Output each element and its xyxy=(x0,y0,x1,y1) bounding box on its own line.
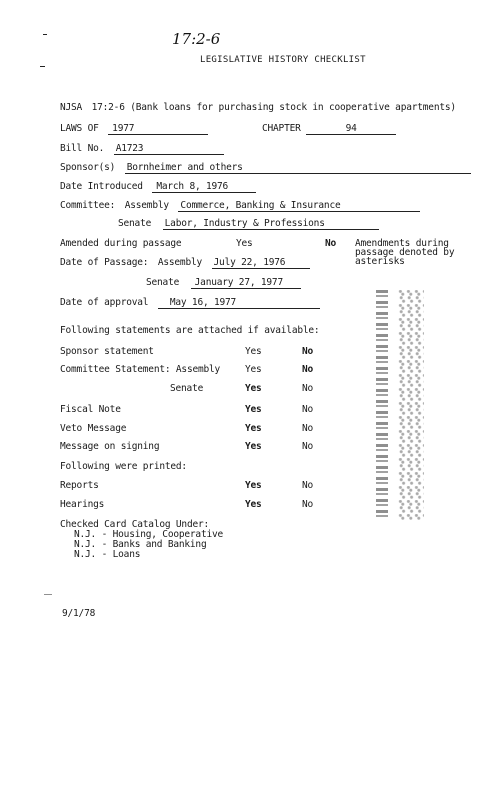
amended-label: Amended during passage xyxy=(60,238,182,249)
date-introduced-label: Date Introduced xyxy=(60,181,143,192)
sponsors-label: Sponsor(s) xyxy=(60,162,116,173)
catalog-item: N.J. - Loans xyxy=(74,549,141,560)
date-introduced-value: March 8, 1976 xyxy=(152,181,256,193)
committee-label: Committee: xyxy=(60,200,116,211)
bill-no-label: Bill No. xyxy=(60,143,105,154)
vertical-stamp-mark xyxy=(398,290,424,520)
catalog-item: N.J. - Banks and Banking xyxy=(74,539,207,550)
statement-label: Committee Statement: Assembly xyxy=(60,364,221,375)
statement-label: Fiscal Note xyxy=(60,404,121,415)
chapter-value: 94 xyxy=(306,123,396,135)
bill-no-value: A1723 xyxy=(114,143,224,155)
passage-senate-label: Senate xyxy=(146,277,180,288)
statement-no: No xyxy=(302,346,314,357)
printed-header: Following were printed: xyxy=(60,461,187,472)
vertical-stamp-mark xyxy=(376,290,388,520)
passage-label: Date of Passage: xyxy=(60,257,149,268)
footer-date: 9/1/78 xyxy=(62,608,96,619)
margin-mark xyxy=(43,34,47,35)
committee-senate-row xyxy=(118,218,379,230)
page-title: LEGISLATIVE HISTORY CHECKLIST xyxy=(200,55,366,65)
amended-no: No xyxy=(325,238,337,249)
laws-of-row xyxy=(60,123,208,135)
passage-assembly-value: July 22, 1976 xyxy=(212,257,310,269)
statement-no: No xyxy=(302,423,314,434)
committee-senate-label: Senate xyxy=(118,218,152,229)
passage-senate-value: January 27, 1977 xyxy=(191,277,301,289)
statement-no: No xyxy=(302,404,314,415)
printed-label: Reports xyxy=(60,480,99,491)
njsa-row xyxy=(60,102,456,113)
statement-label: Message on signing xyxy=(60,441,160,452)
amended-note-line-3: asterisks xyxy=(355,256,405,267)
statement-yes: Yes xyxy=(245,364,262,375)
catalog-item: N.J. - Housing, Cooperative xyxy=(74,529,224,540)
printed-yes: Yes xyxy=(245,480,262,491)
statement-yes: Yes xyxy=(245,346,262,357)
committee-assembly-row xyxy=(60,200,420,212)
njsa-value: 17:2-6 (Bank loans for purchasing stock in cooperative apartments) xyxy=(91,102,456,113)
committee-senate-value: Labor, Industry & Professions xyxy=(163,218,379,230)
njsa-label: NJSA xyxy=(60,102,83,113)
sponsors-value: Bornheimer and others xyxy=(125,162,471,174)
statements-header: Following statements are attached if available: xyxy=(60,325,320,336)
statement-label: Sponsor statement xyxy=(60,346,154,357)
statement-yes: Yes xyxy=(245,404,262,415)
statement-label: Senate xyxy=(170,383,204,394)
laws-of-label: LAWS OF xyxy=(60,123,99,134)
statement-no: No xyxy=(302,383,314,394)
committee-assembly-label: Assembly xyxy=(124,200,169,211)
passage-senate-row xyxy=(146,277,301,289)
date-introduced-row xyxy=(60,181,256,193)
approval-label: Date of approval xyxy=(60,297,149,308)
statement-yes: Yes xyxy=(245,441,262,452)
passage-assembly-label: Assembly xyxy=(157,257,202,268)
margin-mark xyxy=(40,66,45,67)
statement-yes: Yes xyxy=(245,383,262,394)
printed-yes: Yes xyxy=(245,499,262,510)
approval-value: May 16, 1977 xyxy=(158,297,320,309)
printed-no: No xyxy=(302,480,314,491)
printed-label: Hearings xyxy=(60,499,105,510)
printed-no: No xyxy=(302,499,314,510)
statement-label: Veto Message xyxy=(60,423,127,434)
chapter-label: CHAPTER xyxy=(262,123,301,134)
amended-note-line-1: Amendments during xyxy=(355,238,449,249)
amended-yes: Yes xyxy=(236,238,253,249)
amended-note-line-2: passage denoted by xyxy=(355,247,455,258)
bill-no-row xyxy=(60,143,224,155)
committee-assembly-value: Commerce, Banking & Insurance xyxy=(178,200,420,212)
passage-assembly-row xyxy=(60,257,310,269)
chapter-row xyxy=(262,123,396,135)
statement-no: No xyxy=(302,441,314,452)
sponsors-row xyxy=(60,162,471,174)
laws-of-value: 1977 xyxy=(108,123,208,135)
statement-no: No xyxy=(302,364,314,375)
handwritten-reference: 17:2-6 xyxy=(172,30,221,48)
statement-yes: Yes xyxy=(245,423,262,434)
footer-mark xyxy=(44,594,52,595)
approval-row xyxy=(60,297,320,309)
catalog-header: Checked Card Catalog Under: xyxy=(60,519,210,530)
